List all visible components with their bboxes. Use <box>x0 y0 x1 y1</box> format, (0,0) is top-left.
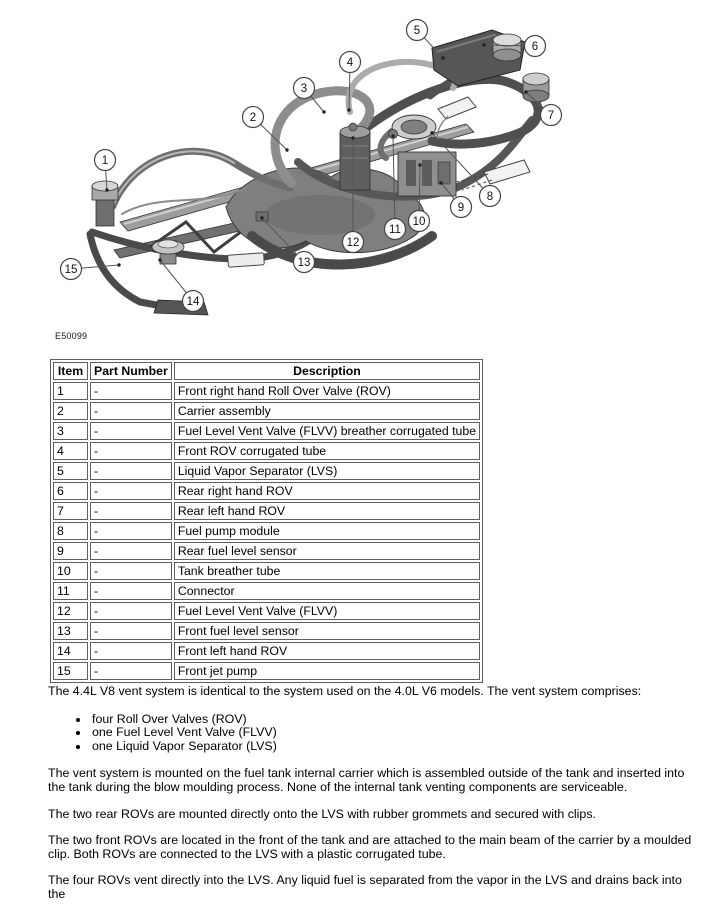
description-cell: Rear left hand ROV <box>174 502 480 520</box>
table-row <box>53 582 480 600</box>
part-number-cell: - <box>90 562 172 580</box>
table-row <box>53 402 480 420</box>
item-cell: 12 <box>53 602 88 620</box>
table-row <box>53 462 480 480</box>
callout-target-dot <box>482 43 485 46</box>
front-right-rov-art <box>92 181 118 226</box>
part-number-cell: - <box>90 522 172 540</box>
part-number-cell: - <box>90 422 172 440</box>
callout-target-dot <box>441 56 444 59</box>
paragraph-rear-rovs: The two rear ROVs are mounted directly onto the LVS with rubber grommets and secured with clips. <box>48 806 596 821</box>
front-left-rov-art <box>152 240 184 264</box>
callout-target-dot <box>158 258 161 261</box>
callout-target-dot <box>260 216 263 219</box>
callout-number: 4 <box>346 57 354 69</box>
item-cell: 15 <box>53 662 88 680</box>
callout-target-dot <box>391 134 394 137</box>
callout-number: 11 <box>389 224 401 236</box>
table-row <box>53 562 480 580</box>
vent-system-diagram <box>0 0 711 352</box>
rear-right-rov-art <box>493 34 521 61</box>
part-number-cell: - <box>90 542 172 560</box>
figure-code: E50099 <box>55 331 88 341</box>
callout-number: 7 <box>547 110 555 122</box>
callout-number: 12 <box>346 237 360 249</box>
callout-target-dot <box>105 188 108 191</box>
table-row <box>53 522 480 540</box>
callout-number: 10 <box>412 216 426 228</box>
part-number-cell: - <box>90 622 172 640</box>
description-cell: Front jet pump <box>174 662 480 680</box>
part-number-cell: - <box>90 382 172 400</box>
parts-table <box>50 359 483 683</box>
item-cell: 5 <box>53 462 88 480</box>
table-row <box>53 502 480 520</box>
item-cell: 6 <box>53 482 88 500</box>
item-cell: 11 <box>53 582 88 600</box>
callout-number: 3 <box>300 83 308 95</box>
bullet-list <box>48 713 696 754</box>
description-cell: Connector <box>174 582 480 600</box>
table-row <box>53 382 480 400</box>
description-cell: Liquid Vapor Separator (LVS) <box>174 462 480 480</box>
item-cell: 13 <box>53 622 88 640</box>
part-number-cell: - <box>90 662 172 680</box>
rear-left-rov-art <box>523 73 549 102</box>
parts-table-head <box>53 362 480 380</box>
item-cell: 2 <box>53 402 88 420</box>
callout-target-dot <box>285 148 288 151</box>
body-text <box>48 685 696 915</box>
paragraph-venting: The four ROVs vent directly into the LVS. Any liquid fuel is separated from the vapor in the LVS and drains back into the <box>48 873 682 901</box>
item-cell: 8 <box>53 522 88 540</box>
paragraph-mounting: The vent system is mounted on the fuel tank internal carrier which is assembled outside of the tank and inserted into the tank during the blow moulding process. None of the internal tank venting components are serviceable. <box>48 766 685 794</box>
item-cell: 4 <box>53 442 88 460</box>
callout-target-dot <box>430 131 433 134</box>
description-cell: Rear right hand ROV <box>174 482 480 500</box>
callout-number: 2 <box>249 112 257 124</box>
callout-number: 8 <box>486 191 494 203</box>
description-cell: Tank breather tube <box>174 562 480 580</box>
description-cell: Carrier assembly <box>174 402 480 420</box>
callout-target-dot <box>351 136 354 139</box>
bullet-item-rov: • four Roll Over Valves (ROV) <box>90 713 696 727</box>
callout-target-dot <box>439 181 442 184</box>
part-number-cell: - <box>90 442 172 460</box>
description-cell: Front left hand ROV <box>174 642 480 660</box>
bullet-item-lvs: • one Liquid Vapor Separator (LVS) <box>90 740 696 754</box>
header-row <box>53 362 480 380</box>
callout-target-dot <box>347 108 350 111</box>
table-row <box>53 542 480 560</box>
description-cell: Fuel pump module <box>174 522 480 540</box>
table-row <box>53 642 480 660</box>
column-header-description: Description <box>174 362 480 380</box>
column-header-part-number: Part Number <box>90 362 172 380</box>
item-cell: 9 <box>53 542 88 560</box>
figure-area <box>0 0 711 352</box>
description-cell: Front fuel level sensor <box>174 622 480 640</box>
item-cell: 1 <box>53 382 88 400</box>
paragraph-intro: The 4.4L V8 vent system is identical to the system used on the 4.0L V6 models. The vent system comprises: <box>48 684 642 698</box>
item-cell: 14 <box>53 642 88 660</box>
part-number-cell: - <box>90 402 172 420</box>
callout-5 <box>407 20 445 60</box>
part-number-cell: - <box>90 642 172 660</box>
description-cell: Front right hand Roll Over Valve (ROV) <box>174 382 480 400</box>
part-number-cell: - <box>90 482 172 500</box>
table-row <box>53 422 480 440</box>
description-cell: Rear fuel level sensor <box>174 542 480 560</box>
callout-number: 6 <box>531 41 539 53</box>
callout-number: 15 <box>64 264 78 276</box>
part-number-cell: - <box>90 462 172 480</box>
table-row <box>53 662 480 680</box>
callout-target-dot <box>524 90 527 93</box>
column-header-item: Item <box>53 362 88 380</box>
part-number-cell: - <box>90 582 172 600</box>
table-row <box>53 602 480 620</box>
fuel-pump-module-art <box>392 115 456 196</box>
description-cell: Front ROV corrugated tube <box>174 442 480 460</box>
paragraph-front-rovs: The two front ROVs are located in the front of the tank and are attached to the main beam of the carrier by a moulded clip. Both ROVs are connected to the LVS with a plastic corrugated tube. <box>48 833 692 861</box>
parts-table-body <box>53 382 480 680</box>
item-cell: 7 <box>53 502 88 520</box>
callout-number: 1 <box>101 155 109 167</box>
callout-number: 14 <box>186 296 200 308</box>
callout-target-dot <box>418 163 421 166</box>
table-row <box>53 622 480 640</box>
callout-number: 5 <box>413 25 421 37</box>
part-number-cell: - <box>90 502 172 520</box>
part-number-cell: - <box>90 602 172 620</box>
table-row <box>53 482 480 500</box>
item-cell: 10 <box>53 562 88 580</box>
item-cell: 3 <box>53 422 88 440</box>
bullet-item-flvv: • one Fuel Level Vent Valve (FLVV) <box>90 726 696 740</box>
callout-number: 13 <box>297 257 311 269</box>
callout-target-dot <box>322 110 325 113</box>
description-cell: Fuel Level Vent Valve (FLVV) <box>174 602 480 620</box>
description-cell: Fuel Level Vent Valve (FLVV) breather corrugated tube <box>174 422 480 440</box>
callout-target-dot <box>117 263 120 266</box>
callout-number: 9 <box>457 202 465 214</box>
flvv-art <box>340 123 370 190</box>
table-row <box>53 442 480 460</box>
